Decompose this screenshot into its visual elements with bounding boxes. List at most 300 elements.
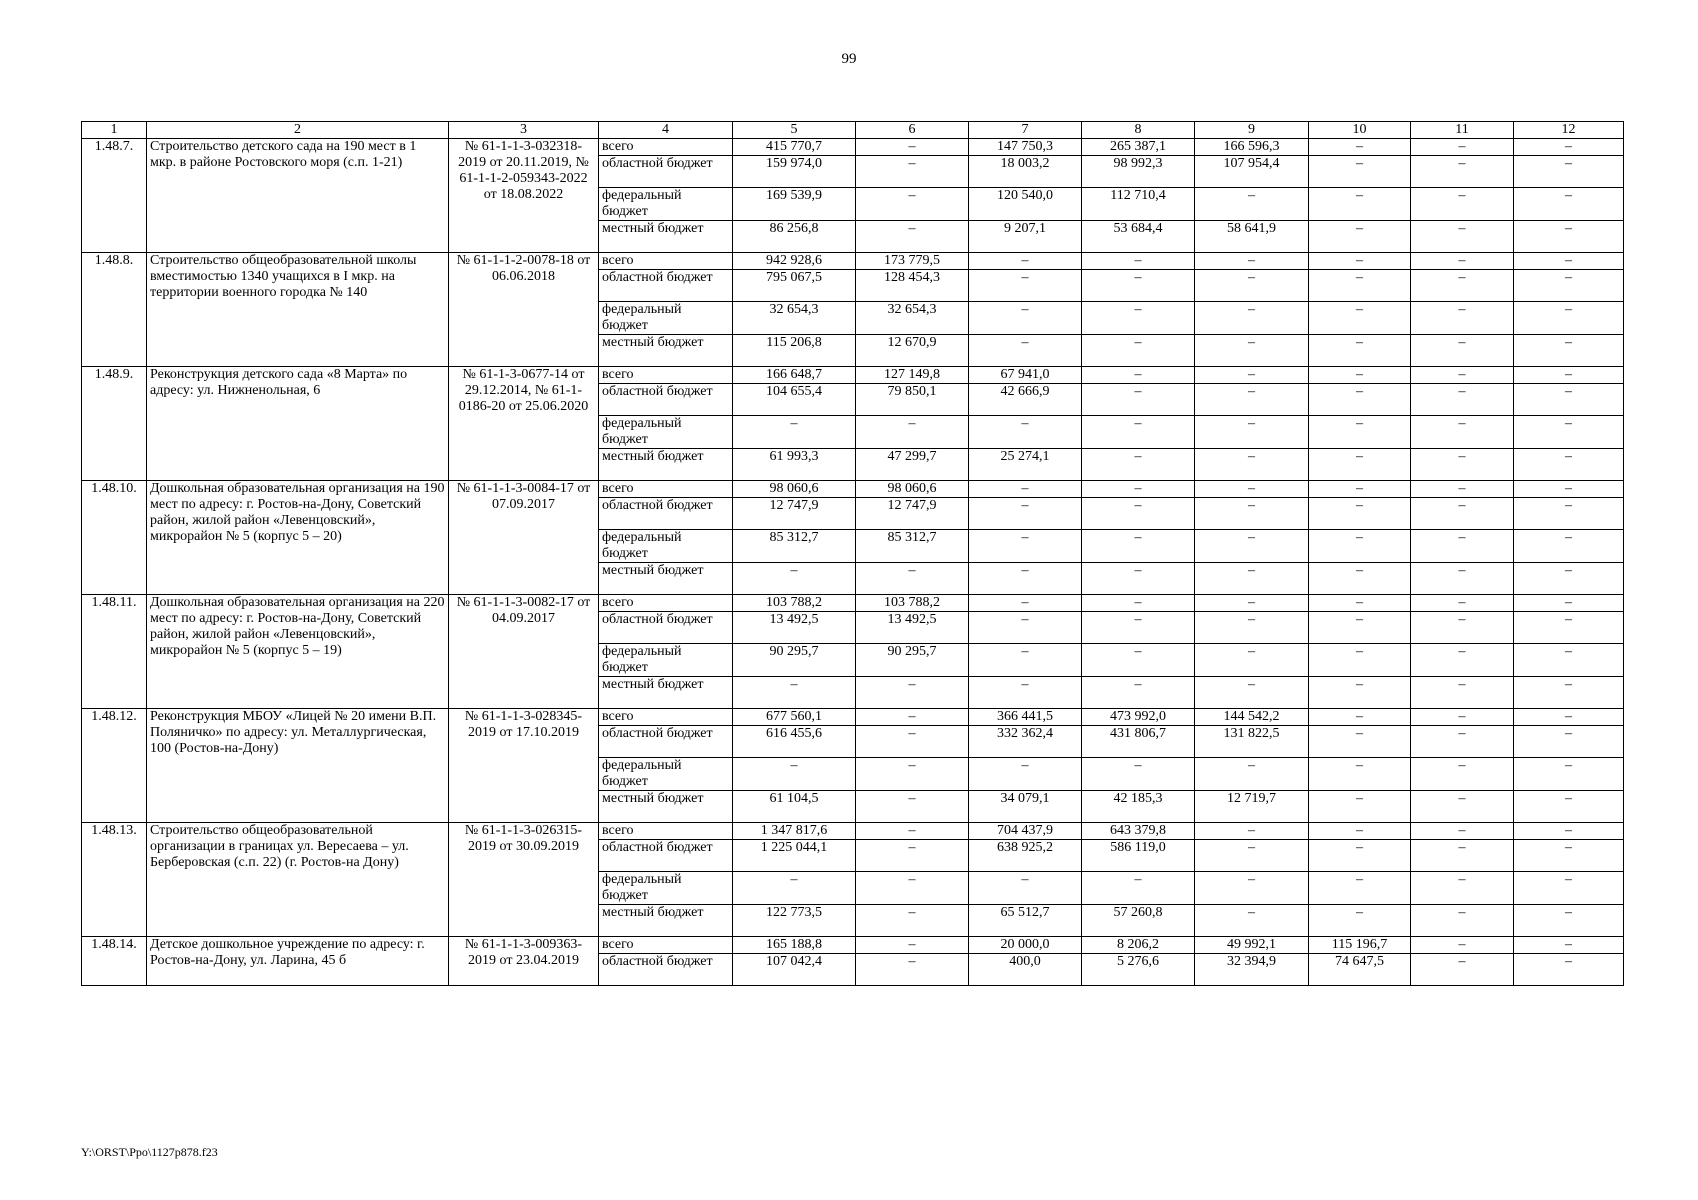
amount-cell: 643 379,8: [1082, 823, 1195, 840]
amount-cell: –: [1514, 954, 1624, 986]
amount-cell: –: [1411, 840, 1514, 872]
amount-cell: 32 654,3: [733, 302, 856, 335]
amount-cell: 144 542,2: [1195, 709, 1309, 726]
funding-source: всего: [599, 367, 733, 384]
amount-cell: –: [1309, 709, 1411, 726]
amount-cell: –: [1514, 221, 1624, 253]
amount-cell: –: [1411, 726, 1514, 758]
amount-cell: –: [1411, 709, 1514, 726]
table-row: [82, 595, 1624, 612]
amount-cell: 42 666,9: [969, 384, 1082, 416]
funding-source: всего: [599, 139, 733, 156]
amount-cell: –: [1195, 335, 1309, 367]
funding-source: областной бюджет: [599, 384, 733, 416]
amount-cell: –: [1411, 253, 1514, 270]
amount-cell: 85 312,7: [856, 530, 969, 563]
amount-cell: 58 641,9: [1195, 221, 1309, 253]
amount-cell: 795 067,5: [733, 270, 856, 302]
amount-cell: 20 000,0: [969, 937, 1082, 954]
amount-cell: –: [969, 644, 1082, 677]
amount-cell: 42 185,3: [1082, 791, 1195, 823]
object-name: Реконструкция МБОУ «Лицей № 20 имени В.П. Поляничко» по адресу: ул. Металлургическая, 100 (Ростов-на-Дону): [147, 709, 449, 823]
amount-cell: –: [856, 139, 969, 156]
amount-cell: –: [1309, 156, 1411, 188]
object-name: Дошкольная образовательная организация на 220 мест по адресу: г. Ростов-на-Дону, Советский район, жилой район «Левенцовский», микрорайон № 5 (корпус 5 – 19): [147, 595, 449, 709]
amount-cell: 98 060,6: [733, 481, 856, 498]
funding-source: областной бюджет: [599, 954, 733, 986]
amount-cell: –: [733, 416, 856, 449]
amount-cell: 61 104,5: [733, 791, 856, 823]
amount-cell: 98 992,3: [1082, 156, 1195, 188]
funding-source: всего: [599, 823, 733, 840]
amount-cell: –: [856, 726, 969, 758]
amount-cell: –: [1195, 498, 1309, 530]
permit-number: № 61-1-1-3-009363-2019 от 23.04.2019: [449, 937, 599, 986]
amount-cell: 166 648,7: [733, 367, 856, 384]
funding-source: федеральный бюджет: [599, 188, 733, 221]
table-row: [82, 823, 1624, 840]
funding-source: федеральный бюджет: [599, 758, 733, 791]
amount-cell: –: [1082, 335, 1195, 367]
amount-cell: –: [1309, 530, 1411, 563]
amount-cell: –: [1514, 139, 1624, 156]
amount-cell: 942 928,6: [733, 253, 856, 270]
amount-cell: –: [1195, 188, 1309, 221]
column-number-header: 3: [449, 122, 599, 139]
amount-cell: 65 512,7: [969, 905, 1082, 937]
amount-cell: –: [1082, 481, 1195, 498]
amount-cell: –: [1195, 612, 1309, 644]
amount-cell: 61 993,3: [733, 449, 856, 481]
table-row: [82, 367, 1624, 384]
amount-cell: –: [1309, 498, 1411, 530]
amount-cell: –: [1514, 563, 1624, 595]
amount-cell: –: [1309, 905, 1411, 937]
amount-cell: 86 256,8: [733, 221, 856, 253]
amount-cell: –: [1195, 449, 1309, 481]
amount-cell: 103 788,2: [856, 595, 969, 612]
amount-cell: –: [1195, 905, 1309, 937]
amount-cell: –: [1514, 595, 1624, 612]
amount-cell: –: [1195, 872, 1309, 905]
amount-cell: –: [1309, 481, 1411, 498]
amount-cell: –: [1309, 823, 1411, 840]
amount-cell: 32 394,9: [1195, 954, 1309, 986]
amount-cell: –: [1514, 270, 1624, 302]
amount-cell: 107 954,4: [1195, 156, 1309, 188]
amount-cell: –: [1514, 840, 1624, 872]
column-number-header: 9: [1195, 122, 1309, 139]
item-number: 1.48.10.: [82, 481, 147, 595]
column-number-header: 11: [1411, 122, 1514, 139]
amount-cell: –: [1411, 335, 1514, 367]
permit-number: № 61-1-1-2-0078-18 от 06.06.2018: [449, 253, 599, 367]
amount-cell: –: [1309, 612, 1411, 644]
amount-cell: –: [1514, 156, 1624, 188]
amount-cell: –: [856, 791, 969, 823]
amount-cell: –: [1082, 253, 1195, 270]
column-number-header: 12: [1514, 122, 1624, 139]
amount-cell: 8 206,2: [1082, 937, 1195, 954]
amount-cell: –: [1411, 905, 1514, 937]
amount-cell: –: [733, 563, 856, 595]
funding-source: всего: [599, 709, 733, 726]
column-number-header: 8: [1082, 122, 1195, 139]
permit-number: № 61-1-1-3-0082-17 от 04.09.2017: [449, 595, 599, 709]
amount-cell: 159 974,0: [733, 156, 856, 188]
amount-cell: –: [1514, 498, 1624, 530]
amount-cell: –: [1514, 188, 1624, 221]
amount-cell: –: [733, 758, 856, 791]
amount-cell: –: [1411, 872, 1514, 905]
amount-cell: –: [856, 872, 969, 905]
column-number-header: 2: [147, 122, 449, 139]
amount-cell: –: [969, 416, 1082, 449]
amount-cell: –: [1309, 791, 1411, 823]
object-name: Строительство общеобразовательной школы вместимостью 1340 учащихся в I мкр. на территории военного городка № 140: [147, 253, 449, 367]
amount-cell: –: [1411, 530, 1514, 563]
amount-cell: –: [1411, 481, 1514, 498]
amount-cell: 332 362,4: [969, 726, 1082, 758]
amount-cell: 90 295,7: [733, 644, 856, 677]
amount-cell: –: [856, 677, 969, 709]
item-number: 1.48.13.: [82, 823, 147, 937]
amount-cell: –: [1195, 416, 1309, 449]
funding-source: всего: [599, 253, 733, 270]
amount-cell: –: [1514, 644, 1624, 677]
table-row: [82, 481, 1624, 498]
funding-source: всего: [599, 481, 733, 498]
amount-cell: 32 654,3: [856, 302, 969, 335]
amount-cell: –: [969, 270, 1082, 302]
amount-cell: –: [733, 872, 856, 905]
amount-cell: 79 850,1: [856, 384, 969, 416]
amount-cell: –: [1411, 612, 1514, 644]
amount-cell: –: [1411, 563, 1514, 595]
amount-cell: –: [1514, 677, 1624, 709]
amount-cell: –: [856, 905, 969, 937]
amount-cell: –: [1411, 270, 1514, 302]
amount-cell: 25 274,1: [969, 449, 1082, 481]
amount-cell: –: [1082, 416, 1195, 449]
amount-cell: –: [733, 677, 856, 709]
amount-cell: –: [969, 612, 1082, 644]
item-number: 1.48.9.: [82, 367, 147, 481]
object-name: Строительство детского сада на 190 мест в 1 мкр. в районе Ростовского моря (с.п. 1-21): [147, 139, 449, 253]
amount-cell: –: [1411, 644, 1514, 677]
amount-cell: 5 276,6: [1082, 954, 1195, 986]
amount-cell: –: [1195, 530, 1309, 563]
amount-cell: –: [1411, 156, 1514, 188]
amount-cell: –: [1309, 270, 1411, 302]
funding-source: местный бюджет: [599, 563, 733, 595]
object-name: Детское дошкольное учреждение по адресу: г. Ростов-на-Дону, ул. Ларина, 45 б: [147, 937, 449, 986]
amount-cell: –: [856, 840, 969, 872]
amount-cell: 128 454,3: [856, 270, 969, 302]
amount-cell: 366 441,5: [969, 709, 1082, 726]
amount-cell: –: [969, 302, 1082, 335]
permit-number: № 61-1-1-3-032318-2019 от 20.11.2019, № 61-1-1-2-059343-2022 от 18.08.2022: [449, 139, 599, 253]
amount-cell: –: [1514, 481, 1624, 498]
amount-cell: –: [1309, 677, 1411, 709]
amount-cell: 53 684,4: [1082, 221, 1195, 253]
amount-cell: –: [969, 530, 1082, 563]
amount-cell: –: [1082, 612, 1195, 644]
object-name: Строительство общеобразовательной организации в границах ул. Вересаева – ул. Берберовская (с.п. 22) (г. Ростов-на Дону): [147, 823, 449, 937]
amount-cell: –: [1309, 335, 1411, 367]
amount-cell: –: [1309, 726, 1411, 758]
amount-cell: –: [1082, 872, 1195, 905]
amount-cell: –: [1309, 758, 1411, 791]
object-name: Реконструкция детского сада «8 Марта» по адресу: ул. Нижненольная, 6: [147, 367, 449, 481]
amount-cell: –: [1082, 595, 1195, 612]
amount-cell: –: [1514, 872, 1624, 905]
column-number-header: 4: [599, 122, 733, 139]
amount-cell: –: [1514, 937, 1624, 954]
amount-cell: –: [856, 156, 969, 188]
amount-cell: 586 119,0: [1082, 840, 1195, 872]
amount-cell: –: [1195, 823, 1309, 840]
amount-cell: 265 387,1: [1082, 139, 1195, 156]
amount-cell: –: [1082, 302, 1195, 335]
amount-cell: 13 492,5: [856, 612, 969, 644]
amount-cell: –: [1195, 302, 1309, 335]
amount-cell: –: [1411, 384, 1514, 416]
funding-source: федеральный бюджет: [599, 530, 733, 563]
amount-cell: –: [1514, 612, 1624, 644]
amount-cell: 131 822,5: [1195, 726, 1309, 758]
amount-cell: 12 747,9: [733, 498, 856, 530]
funding-source: местный бюджет: [599, 905, 733, 937]
amount-cell: 415 770,7: [733, 139, 856, 156]
amount-cell: 165 188,8: [733, 937, 856, 954]
amount-cell: 127 149,8: [856, 367, 969, 384]
funding-source: областной бюджет: [599, 612, 733, 644]
amount-cell: –: [1411, 595, 1514, 612]
amount-cell: –: [1309, 644, 1411, 677]
amount-cell: 173 779,5: [856, 253, 969, 270]
funding-source: областной бюджет: [599, 726, 733, 758]
table-row: [82, 937, 1624, 954]
amount-cell: –: [856, 709, 969, 726]
amount-cell: –: [1082, 498, 1195, 530]
amount-cell: –: [1309, 595, 1411, 612]
amount-cell: –: [1514, 416, 1624, 449]
funding-source: федеральный бюджет: [599, 872, 733, 905]
funding-source: местный бюджет: [599, 221, 733, 253]
amount-cell: 85 312,7: [733, 530, 856, 563]
amount-cell: –: [1309, 449, 1411, 481]
amount-cell: 34 079,1: [969, 791, 1082, 823]
item-number: 1.48.7.: [82, 139, 147, 253]
funding-source: местный бюджет: [599, 449, 733, 481]
amount-cell: –: [1411, 416, 1514, 449]
funding-source: местный бюджет: [599, 791, 733, 823]
amount-cell: –: [969, 872, 1082, 905]
funding-source: всего: [599, 595, 733, 612]
permit-number: № 61-1-3-0677-14 от 29.12.2014, № 61-1-0186-20 от 25.06.2020: [449, 367, 599, 481]
amount-cell: 431 806,7: [1082, 726, 1195, 758]
amount-cell: –: [1195, 840, 1309, 872]
amount-cell: –: [1309, 840, 1411, 872]
amount-cell: –: [856, 823, 969, 840]
amount-cell: 115 196,7: [1309, 937, 1411, 954]
amount-cell: –: [1309, 563, 1411, 595]
table-row: [82, 253, 1624, 270]
amount-cell: 90 295,7: [856, 644, 969, 677]
amount-cell: –: [856, 954, 969, 986]
amount-cell: –: [1514, 367, 1624, 384]
amount-cell: 98 060,6: [856, 481, 969, 498]
amount-cell: –: [1195, 384, 1309, 416]
amount-cell: –: [1082, 384, 1195, 416]
amount-cell: –: [1514, 905, 1624, 937]
amount-cell: –: [1411, 791, 1514, 823]
amount-cell: –: [1514, 384, 1624, 416]
amount-cell: 616 455,6: [733, 726, 856, 758]
amount-cell: –: [1195, 253, 1309, 270]
column-number-header: 6: [856, 122, 969, 139]
amount-cell: –: [1309, 367, 1411, 384]
amount-cell: –: [1309, 253, 1411, 270]
amount-cell: 74 647,5: [1309, 954, 1411, 986]
amount-cell: –: [1195, 595, 1309, 612]
amount-cell: –: [1411, 758, 1514, 791]
amount-cell: 103 788,2: [733, 595, 856, 612]
amount-cell: –: [969, 335, 1082, 367]
amount-cell: 1 347 817,6: [733, 823, 856, 840]
amount-cell: 120 540,0: [969, 188, 1082, 221]
amount-cell: –: [1514, 823, 1624, 840]
amount-cell: –: [1195, 481, 1309, 498]
amount-cell: –: [969, 563, 1082, 595]
amount-cell: –: [1309, 302, 1411, 335]
amount-cell: –: [1309, 139, 1411, 156]
amount-cell: –: [1514, 530, 1624, 563]
amount-cell: –: [1411, 937, 1514, 954]
amount-cell: –: [1309, 872, 1411, 905]
funding-source: областной бюджет: [599, 840, 733, 872]
amount-cell: –: [1309, 416, 1411, 449]
funding-source: всего: [599, 937, 733, 954]
table-row: [82, 139, 1624, 156]
file-path-footer: Y:\ORST\Ppo\1127p878.f23: [81, 1145, 218, 1159]
amount-cell: 166 596,3: [1195, 139, 1309, 156]
amount-cell: –: [1411, 449, 1514, 481]
amount-cell: –: [1082, 367, 1195, 384]
amount-cell: –: [1195, 758, 1309, 791]
amount-cell: –: [969, 758, 1082, 791]
amount-cell: 400,0: [969, 954, 1082, 986]
amount-cell: –: [1195, 563, 1309, 595]
funding-source: федеральный бюджет: [599, 644, 733, 677]
amount-cell: –: [969, 677, 1082, 709]
amount-cell: –: [1195, 367, 1309, 384]
amount-cell: –: [1411, 221, 1514, 253]
item-number: 1.48.8.: [82, 253, 147, 367]
funding-source: федеральный бюджет: [599, 302, 733, 335]
amount-cell: –: [1514, 302, 1624, 335]
funding-source: областной бюджет: [599, 498, 733, 530]
amount-cell: –: [856, 221, 969, 253]
funding-source: федеральный бюджет: [599, 416, 733, 449]
amount-cell: –: [856, 188, 969, 221]
amount-cell: 169 539,9: [733, 188, 856, 221]
amount-cell: –: [1514, 253, 1624, 270]
amount-cell: 49 992,1: [1195, 937, 1309, 954]
amount-cell: 18 003,2: [969, 156, 1082, 188]
amount-cell: 12 670,9: [856, 335, 969, 367]
amount-cell: 1 225 044,1: [733, 840, 856, 872]
amount-cell: –: [1082, 677, 1195, 709]
amount-cell: –: [1411, 188, 1514, 221]
amount-cell: 67 941,0: [969, 367, 1082, 384]
item-number: 1.48.11.: [82, 595, 147, 709]
object-name: Дошкольная образовательная организация на 190 мест по адресу: г. Ростов-на-Дону, Советский район, жилой район «Левенцовский», микрорайон № 5 (корпус 5 – 20): [147, 481, 449, 595]
amount-cell: 104 655,4: [733, 384, 856, 416]
amount-cell: –: [856, 563, 969, 595]
amount-cell: 13 492,5: [733, 612, 856, 644]
amount-cell: –: [969, 253, 1082, 270]
amount-cell: –: [969, 498, 1082, 530]
amount-cell: 12 719,7: [1195, 791, 1309, 823]
funding-source: местный бюджет: [599, 335, 733, 367]
permit-number: № 61-1-1-3-028345-2019 от 17.10.2019: [449, 709, 599, 823]
amount-cell: 115 206,8: [733, 335, 856, 367]
amount-cell: –: [1514, 709, 1624, 726]
amount-cell: –: [1309, 221, 1411, 253]
amount-cell: –: [1082, 530, 1195, 563]
amount-cell: –: [1082, 449, 1195, 481]
amount-cell: –: [1309, 188, 1411, 221]
amount-cell: –: [1411, 954, 1514, 986]
amount-cell: –: [1309, 384, 1411, 416]
amount-cell: –: [1411, 139, 1514, 156]
column-number-header: 10: [1309, 122, 1411, 139]
amount-cell: 473 992,0: [1082, 709, 1195, 726]
budget-table: [81, 121, 1624, 986]
permit-number: № 61-1-1-3-026315-2019 от 30.09.2019: [449, 823, 599, 937]
column-number-header: 5: [733, 122, 856, 139]
table-row: [82, 709, 1624, 726]
permit-number: № 61-1-1-3-0084-17 от 07.09.2017: [449, 481, 599, 595]
amount-cell: 57 260,8: [1082, 905, 1195, 937]
amount-cell: 122 773,5: [733, 905, 856, 937]
amount-cell: –: [1411, 367, 1514, 384]
amount-cell: –: [856, 416, 969, 449]
amount-cell: –: [1411, 823, 1514, 840]
amount-cell: –: [1411, 302, 1514, 335]
amount-cell: –: [856, 937, 969, 954]
funding-source: местный бюджет: [599, 677, 733, 709]
header-row: [82, 122, 1624, 139]
amount-cell: –: [1082, 644, 1195, 677]
amount-cell: –: [1411, 677, 1514, 709]
amount-cell: –: [1082, 758, 1195, 791]
amount-cell: –: [969, 595, 1082, 612]
amount-cell: –: [1082, 270, 1195, 302]
column-number-header: 7: [969, 122, 1082, 139]
amount-cell: 12 747,9: [856, 498, 969, 530]
funding-source: областной бюджет: [599, 156, 733, 188]
amount-cell: –: [1514, 449, 1624, 481]
page-number: 99: [841, 51, 857, 67]
amount-cell: 704 437,9: [969, 823, 1082, 840]
amount-cell: –: [1082, 563, 1195, 595]
amount-cell: –: [1195, 644, 1309, 677]
amount-cell: –: [969, 481, 1082, 498]
amount-cell: –: [1195, 270, 1309, 302]
